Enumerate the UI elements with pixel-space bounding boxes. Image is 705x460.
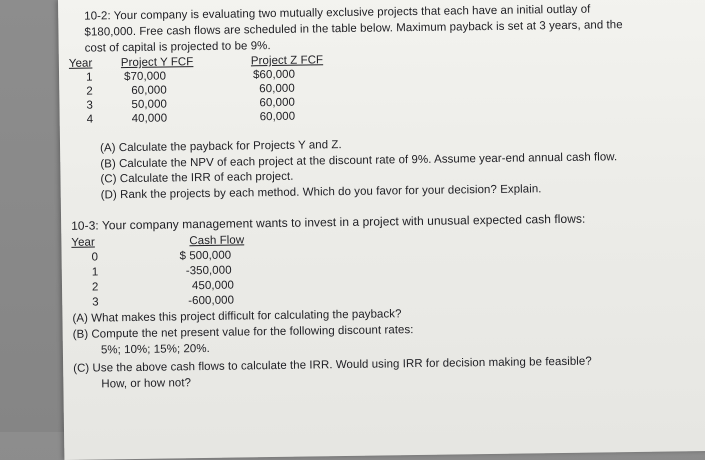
table-10-2-y-value: 40,000 [131,112,168,125]
table-10-3-year: 3 [92,296,99,309]
problem-10-3-intro: 10-3: Your company management wants to invest in a project with unusual expected cash flows: [71,211,586,233]
table-10-3-year: 2 [91,281,99,294]
question-10-2-d: (D) Rank the projects by each method. Which do you favor for your decision? Explain. [100,183,542,202]
table-10-3-header-cash-flow: Cash Flow [189,234,245,248]
table-10-2-z-value: $60,000 [252,68,296,82]
question-10-3-c-line2: How, or how not? [101,377,192,391]
table-10-3-year: 0 [91,251,99,264]
table-10-2-header-project-y: Project Y FCF [120,56,194,70]
question-10-3-c-line1: (C) Use the above cash flows to calculate the IRR. Would using IRR for decision making be feasible? [73,355,592,375]
question-10-2-b: (B) Calculate the NPV of each project at the discount rate of 9%. Assume year-end annual cash flow. [100,151,618,171]
table-10-3-cash-flow: -350,000 [185,264,232,278]
problem-10-2-intro-line2: $180,000. Free cash flows are scheduled in the table below. Maximum payback is set at 3 years, and the [84,19,623,39]
table-10-2-y-value: 50,000 [131,98,168,111]
table-10-2-z-value: 60,000 [259,110,296,124]
table-10-2-year: 3 [86,99,94,112]
homework-page [58,0,705,460]
table-10-2-y-value: $70,000 [123,70,167,84]
problem-10-2-intro-line3: cost of capital is projected to be 9%. [84,40,271,55]
table-10-3-year: 1 [91,266,99,279]
table-10-2-year: 4 [86,113,94,126]
table-10-2-y-value: 60,000 [131,84,167,97]
table-10-2-header-year: Year [68,57,93,70]
table-10-3-cash-flow: 450,000 [191,279,235,293]
question-10-3-b: (B) Compute the net present value for the following discount rates: [72,324,414,341]
table-10-3-cash-flow: -600,000 [188,294,235,308]
problem-10-2-intro-line1: 10-2: Your company is evaluating two mutually exclusive projects that each have an initial outlay of [84,3,591,23]
table-10-2-year: 1 [86,71,93,84]
question-10-2-a: (A) Calculate the payback for Projects Y and Z. [99,139,342,155]
table-10-3-header-year: Year [71,236,95,249]
table-10-2-z-value: 60,000 [259,82,295,96]
question-10-3-a: (A) What makes this project difficult for calculating the payback? [72,308,402,325]
table-10-2-z-value: 60,000 [259,96,296,110]
question-10-3-b-rates: 5%; 10%; 15%; 20%. [100,342,210,357]
table-10-3-cash-flow: $ 500,000 [179,249,232,263]
table-10-2-year: 2 [86,85,93,98]
question-10-2-c: (C) Calculate the IRR of each project. [100,170,294,186]
table-10-2-header-project-z: Project Z FCF [250,54,324,68]
